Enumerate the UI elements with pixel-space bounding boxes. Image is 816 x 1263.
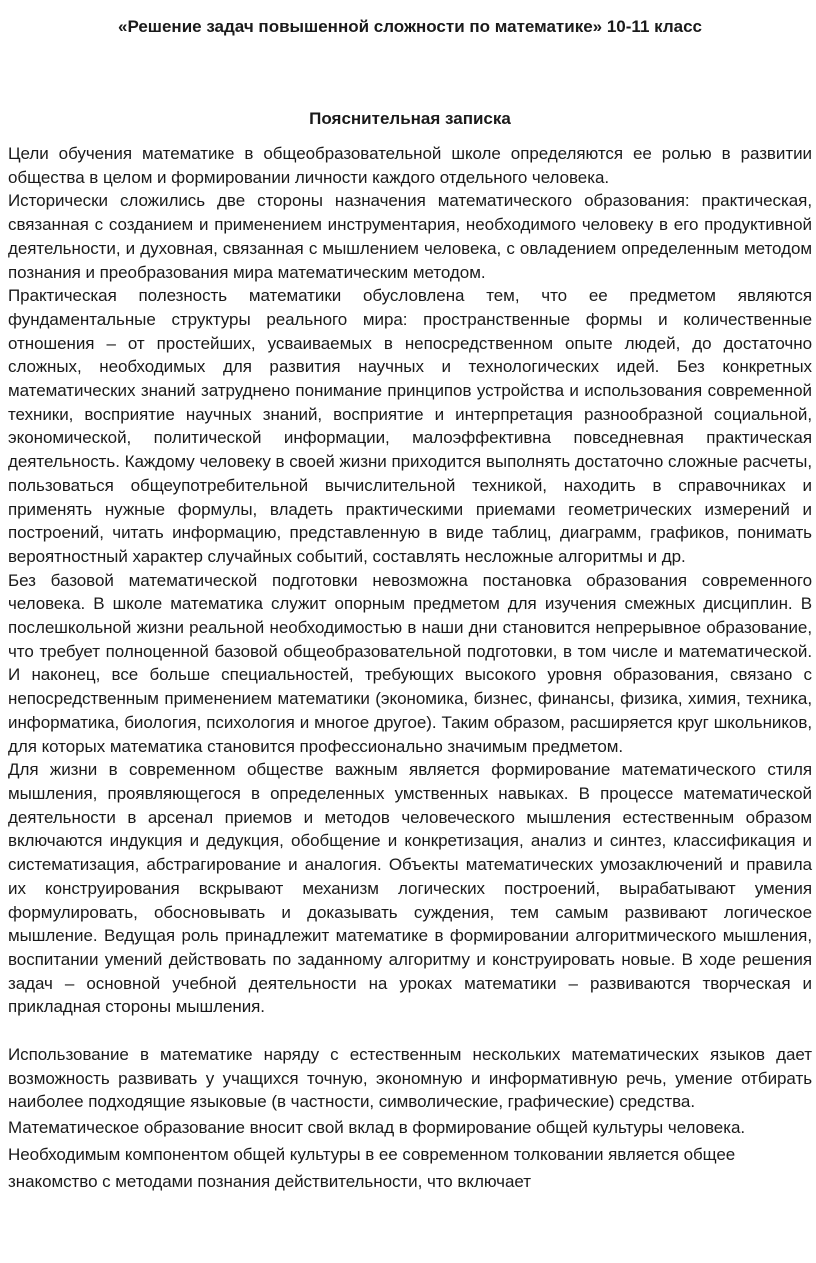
paragraph: Практическая полезность математики обусловлена тем, что ее предметом являются фундаментальные структуры реального мира: пространственные формы и количественные отношения – от простейших, усваиваемых в непосредственном опыте людей, до достаточно сложных, необходимых для развития научных и технологических идей. Без конкретных математических знаний затруднено понимание принципов устройства и использования современной техники, восприятие научных знаний, восприятие и интерпретация разнообразной социальной, экономической, политической информации, малоэффективна повседневная практическая деятельность. Каждому человеку в своей жизни приходится выполнять достаточно сложные расчеты, пользоваться общеупотребительной вычислительной техникой, находить в справочниках и применять нужные формулы, владеть практическими приемами геометрических измерений и построений, читать информацию, представленную в виде таблиц, диаграмм, графиков, понимать вероятностный характер случайных событий, составлять несложные алгоритмы и др.	[8, 286, 812, 566]
section-title: Пояснительная записка	[309, 109, 511, 128]
paragraph: Для жизни в современном обществе важным является формирование математического стиля мышления, проявляющегося в определенных умственных навыках. В процессе математической деятельности в арсенал приемов и методов человеческого мышления естественным образом включаются индукция и дедукция, обобщение и конкретизация, анализ и синтез, классификация и систематизация, абстрагирование и аналогия. Объекты математических умозаключений и правила их конструирования вскрывают механизм логических построений, вырабатывают умения формулировать, обосновывать и доказывать суждения, тем самым развивают логическое мышление. Ведущая роль принадлежит математике в формировании алгоритмического мышления, воспитании умений действовать по заданному алгоритму и конструировать новые. В ходе решения задач – основной учебной деятельности на уроках математики – развиваются творческая и прикладная стороны мышления.	[8, 760, 812, 1017]
paragraph: Цели обучения математике в общеобразовательной школе определяются ее ролью в развитии общества в целом и формировании личности каждого отдельного человека.	[8, 144, 812, 187]
paragraph: Без базовой математической подготовки невозможна постановка образования современного человека. В школе математика служит опорным предметом для изучения смежных дисциплин. В послешкольной жизни реальной необходимостью в наши дни становится непрерывное образование, что требует полноценной базовой общеобразовательной подготовки, в том числе и математической. И наконец, все больше специальностей, требующих высокого уровня образования, связано с непосредственным применением математики (экономика, бизнес, финансы, физика, химия, техника, информатика, биология, психология и многое другое). Таким образом, расширяется круг школьников, для которых математика становится профессионально значимым предметом.	[8, 570, 812, 756]
paragraph: Исторически сложились две стороны назначения математического образования: практическая, связанная с созданием и применением инструментария, необходимого человеку в его продуктивной деятельности, и духовная, связанная с мышлением человека, с овладением определенным методом познания и преобразования мира математическим методом.	[8, 191, 812, 282]
paragraph: Математическое образование вносит свой вклад в формирование общей культуры человека. Необходимым компонентом общей культуры в ее современном толковании является общее знакомство с методами познания действительности, что включает	[8, 1118, 746, 1192]
paragraph: Использование в математике наряду с естественным нескольких математических языков дает возможность развивать у учащихся точную, экономную и информативную речь, умение отбирать наиболее подходящие языковые (в частности, символические, графические) средства.	[8, 1045, 812, 1112]
document-title: «Решение задач повышенной сложности по математике» 10-11 класс	[117, 17, 702, 36]
